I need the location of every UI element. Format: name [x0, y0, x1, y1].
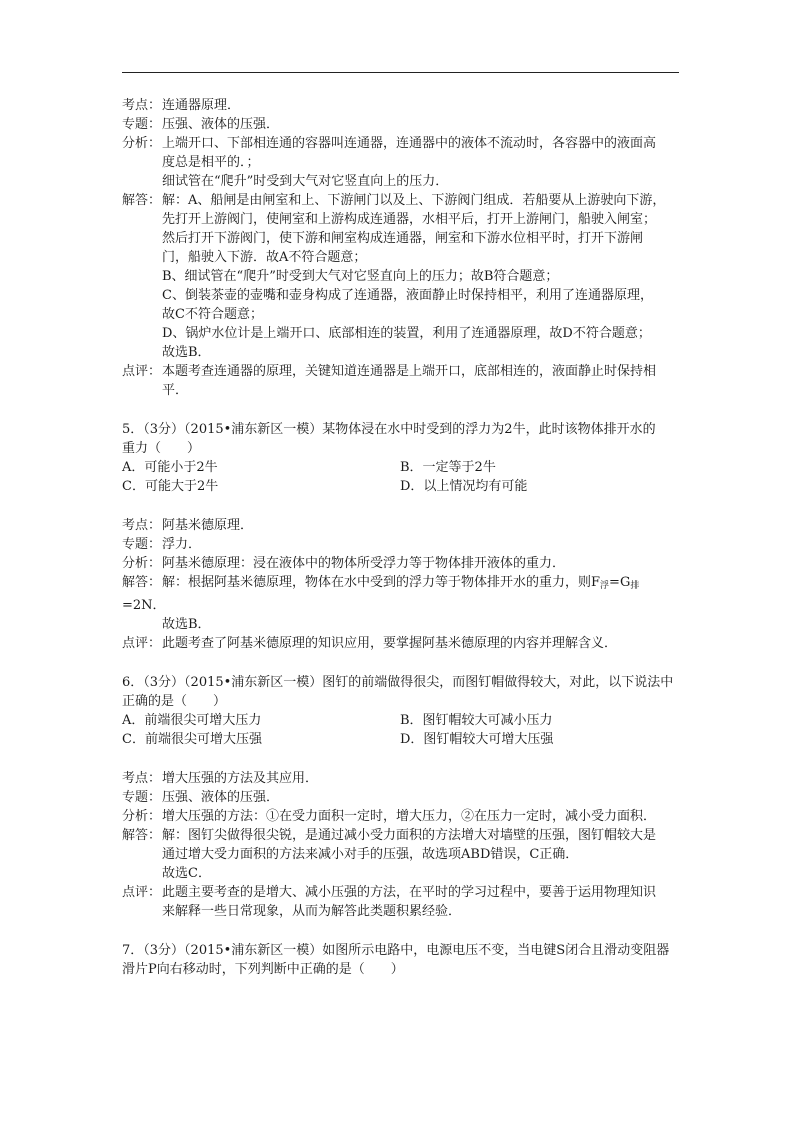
dianping-text [162, 883, 682, 921]
q7-stem-line: 7．（3分）（2015•浦东新区一模）如图所示电路中，电源电压不变，当电键S闭合且滑动变阻器 [122, 943, 670, 958]
q6-dianping-row [122, 883, 682, 921]
jieda-line: 门，船驶入下游．故A不符合题意； [162, 250, 367, 265]
jieda-line: 通过增大受力面积的方法来减小对手的压强，故选项ABD错误，C正确． [162, 847, 579, 862]
jieda-text [162, 573, 682, 596]
dianping-text [162, 362, 682, 400]
fenxi-line: 细试管在“爬升”时受到大气对它竖直向上的压力． [162, 174, 449, 189]
q6-stem-line: 6．（3分）（2015•浦东新区一模）图钉的前端做得很尖，而图钉帽做得较大，对此，以下说法中 [122, 675, 674, 690]
dianping-label: 点评： [122, 364, 162, 379]
jieda-line: C、倒装茶壶的壶嘴和壶身构成了连通器，液面静止时保持相平，利用了连通器原理， [162, 288, 653, 303]
jieda-line: 解：图钉尖做得很尖锐，是通过减小受力面积的方法增大对墙壁的压强，图钉帽较大是 [162, 828, 657, 843]
fenxi-label: 分析： [122, 136, 162, 151]
q4-zhuanti-row [122, 115, 682, 134]
jieda-label: 解答： [122, 575, 162, 590]
q4-jieda-row [122, 191, 682, 362]
q4-dianping-row [122, 362, 682, 400]
dianping-label: 点评： [122, 636, 162, 651]
jieda-eq: =G [609, 575, 631, 590]
jieda-line: 先打开上游阀门，使闸室和上游构成连通器，水相平后，打开上游闸门，船驶入闸室； [162, 212, 657, 227]
dianping-line: 此题主要考查的是增大、减小压强的方法，在平时的学习过程中，要善于运用物理知识 [162, 885, 657, 900]
question-7 [122, 941, 682, 979]
zhuanti-label: 专题： [122, 537, 162, 552]
dianping-text: 此题考查了阿基米德原理的知识应用，要掌握阿基米德原理的内容并理解含义． [162, 636, 618, 651]
fenxi-line: 度总是相平的．； [162, 155, 260, 170]
kaodian-text: 连通器原理． [162, 98, 241, 113]
q4-kaodian-row [122, 96, 682, 115]
fenxi-label: 分析： [122, 556, 162, 571]
q5-option-c: C．可能大于2牛 [122, 479, 219, 494]
jieda-cont: =2N． [122, 598, 166, 613]
q6-zhuanti-row [122, 788, 682, 807]
dianping-line: 本题考查连通器的原理，关键知道连通器是上端开口，底部相连的，液面静止时保持相 [162, 364, 657, 379]
dianping-label: 点评： [122, 885, 162, 900]
q5-jieda-end-row [122, 615, 682, 634]
jieda-line: 故选C． [162, 866, 211, 881]
fenxi-text: 增大压强的方法：①在受力面积一定时，增大压力，②在压力一定时，减小受力面积． [162, 809, 657, 824]
subscript-fu: 浮 [600, 581, 610, 591]
zhuanti-text: 压强、液体的压强． [162, 117, 280, 132]
header-rule [122, 72, 679, 73]
jieda-end: 故选B． [162, 617, 211, 632]
q5-stem-line: 重力（ ） [122, 441, 201, 456]
q5-option-a: A．可能小于2牛 [122, 460, 218, 475]
jieda-line: 故选B． [162, 345, 211, 360]
q6-fenxi-row [122, 807, 682, 826]
kaodian-label: 考点： [122, 98, 162, 113]
dianping-line: 平． [162, 383, 189, 398]
zhuanti-text: 浮力． [162, 537, 202, 552]
kaodian-label: 考点： [122, 771, 162, 786]
q5-jieda-row [122, 573, 682, 596]
q6-option-c: C．前端很尖可增大压强 [122, 732, 262, 747]
document-page [122, 96, 682, 979]
jieda-line: D、锅炉水位计是上端开口、底部相连的装置，利用了连通器原理，故D不符合题意； [162, 326, 651, 341]
zhuanti-label: 专题： [122, 790, 162, 805]
q6-kaodian-row [122, 769, 682, 788]
q5-kaodian-row [122, 516, 682, 535]
jieda-line: 然后打开下游阀门，使下游和闸室构成连通器，闸室和下游水位相平时，打开下游闸 [162, 231, 644, 246]
q5-option-d: D．以上情况均有可能 [400, 479, 528, 494]
question-5 [122, 420, 682, 496]
kaodian-text: 阿基米德原理． [162, 518, 254, 533]
q6-option-b: B．图钉帽较大可减小压力 [400, 713, 553, 728]
jieda-label: 解答： [122, 193, 162, 208]
q6-stem-line: 正确的是（ ） [122, 694, 227, 709]
fenxi-line: 上端开口、下部相连通的容器叫连通器，连通器中的液体不流动时，各容器中的液面高 [162, 136, 657, 151]
q6-option-a: A．前端很尖可增大压力 [122, 713, 262, 728]
jieda-text [162, 191, 682, 362]
kaodian-label: 考点： [122, 518, 162, 533]
q5-jieda-cont-row [122, 596, 682, 615]
fenxi-label: 分析： [122, 809, 162, 824]
q6-jieda-row [122, 826, 682, 883]
q7-stem-line: 滑片P向右移动时，下列判断中正确的是（ ） [122, 962, 404, 977]
q6-option-d: D．图钉帽较大可增大压强 [400, 732, 554, 747]
dianping-line: 来解释一些日常现象，从而为解答此类题积累经验． [162, 904, 462, 919]
q5-stem-line: 5．（3分）（2015•浦东新区一模）某物体浸在水中时受到的浮力为2牛，此时该物体排开水的 [122, 422, 656, 437]
fenxi-text: 阿基米德原理：浸在液体中的物体所受浮力等于物体排开液体的重力． [162, 556, 566, 571]
jieda-main: 解：根据阿基米德原理，物体在水中受到的浮力等于物体排开水的重力，则F [162, 575, 601, 590]
jieda-label: 解答： [122, 828, 162, 843]
question-6 [122, 673, 682, 749]
zhuanti-label: 专题： [122, 117, 162, 132]
subscript-pai: 排 [630, 581, 640, 591]
q5-dianping-row [122, 634, 682, 653]
q5-analysis [122, 516, 682, 653]
q6-analysis [122, 769, 682, 921]
q6-options [122, 711, 682, 749]
q4-analysis [122, 96, 682, 400]
zhuanti-text: 压强、液体的压强． [162, 790, 280, 805]
jieda-line: 故C不符合题意； [162, 307, 263, 322]
q5-options [122, 458, 682, 496]
kaodian-text: 增大压强的方法及其应用． [162, 771, 319, 786]
fenxi-text [162, 134, 682, 191]
jieda-line: 解：A、船闸是由闸室和上、下游闸门以及上、下游阀门组成．若船要从上游驶向下游， [162, 193, 666, 208]
q5-fenxi-row [122, 554, 682, 573]
q5-option-b: B．一定等于2牛 [400, 460, 496, 475]
jieda-line [162, 573, 682, 596]
jieda-line: B、细试管在“爬升”时受到大气对它竖直向上的压力；故B符合题意； [162, 269, 559, 284]
q5-zhuanti-row [122, 535, 682, 554]
jieda-text [162, 826, 682, 883]
q4-fenxi-row [122, 134, 682, 191]
